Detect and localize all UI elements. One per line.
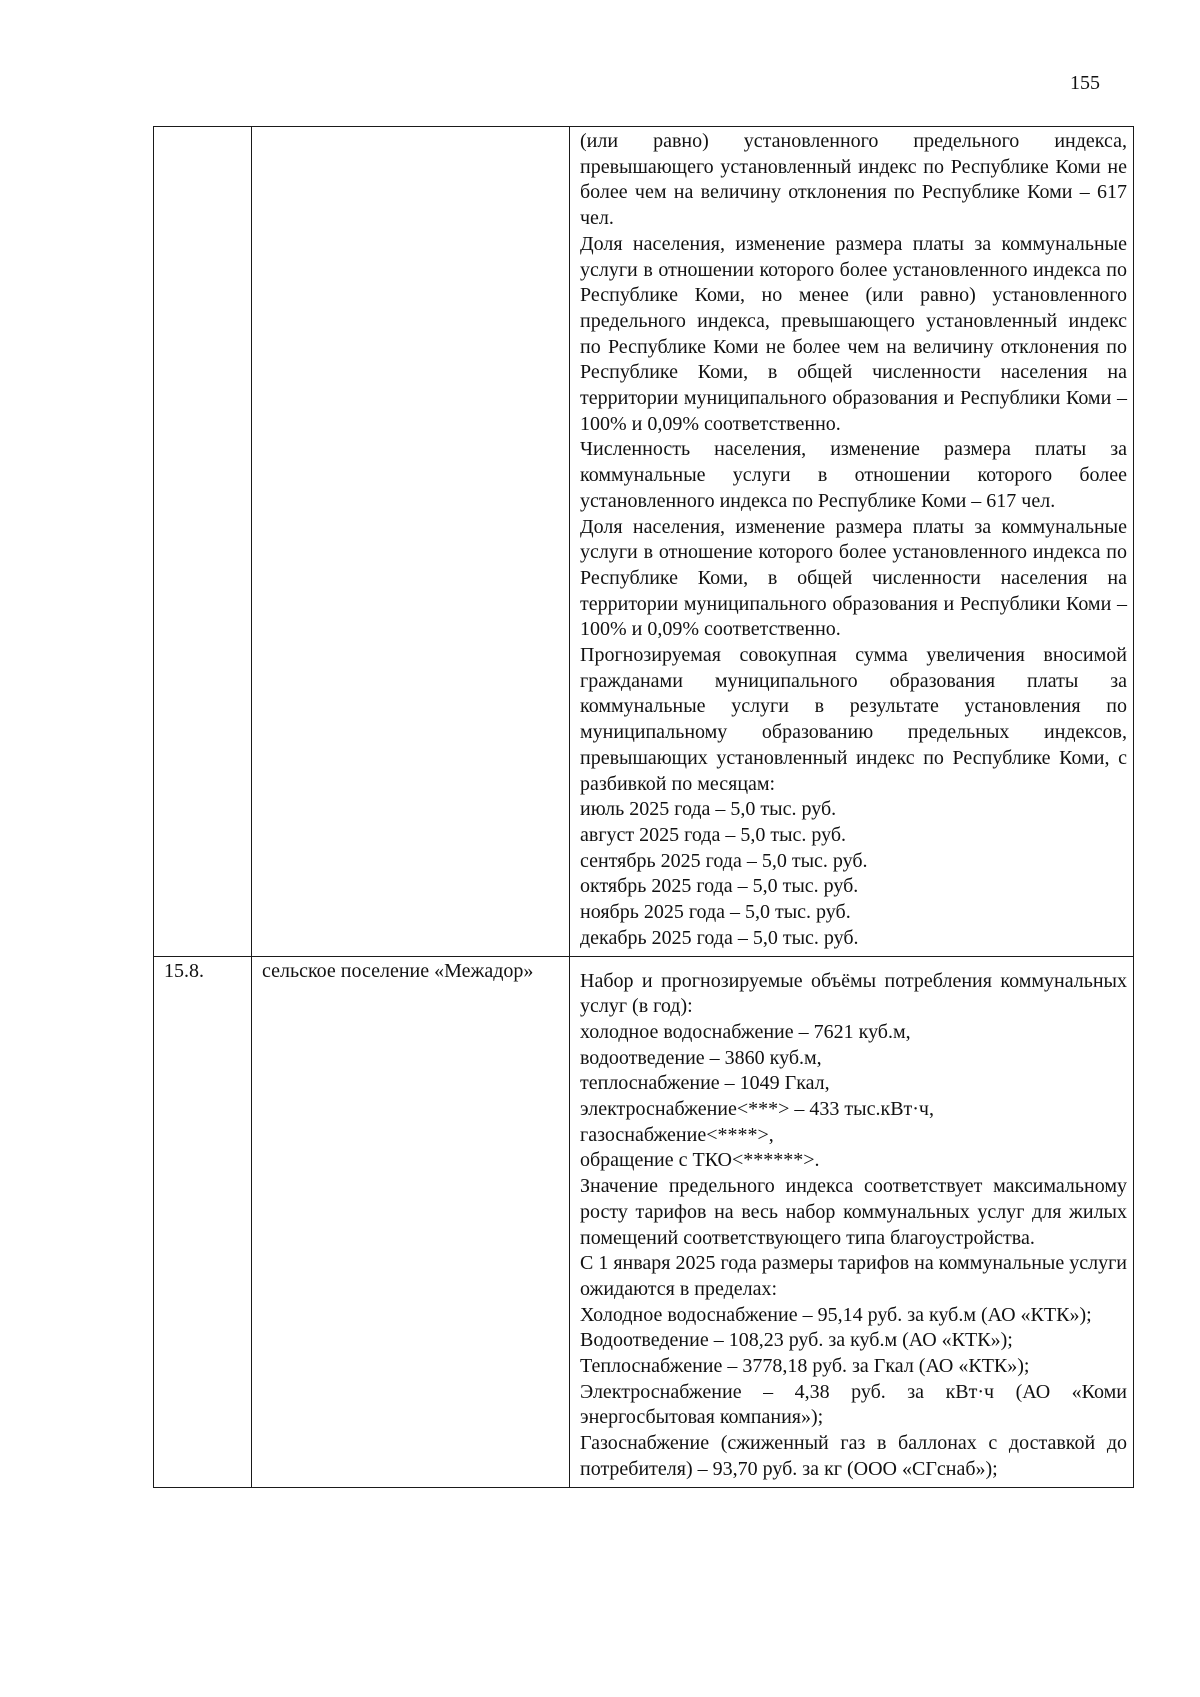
row-number-cell: 15.8. [154,956,252,1487]
text-paragraph: (или равно) установленного предельного индекса, превышающего установленный индекс по Республике Коми не более чем на величину отклонения по Республике Коми – 617 чел. [580,130,1127,230]
text-paragraph: теплоснабжение – 1049 Гкал, [580,1072,830,1095]
text-paragraph: Значение предельного индекса соответствует максимальному росту тарифов на весь набор коммунальных услуг для жилых помещений соответствующего типа благоустройства. [580,1175,1127,1249]
row-number-cell [154,127,252,957]
row-text-cell [570,956,1134,1487]
table-row [154,127,1134,957]
page-number: 155 [1070,72,1100,94]
text-paragraph: июль 2025 года – 5,0 тыс. руб. [580,798,837,821]
table-row [154,956,1134,1487]
row-name-cell [252,127,570,957]
text-paragraph: Холодное водоснабжение – 95,14 руб. за куб.м (АО «КТК»); [580,1303,1092,1326]
text-paragraph: Прогнозируемая совокупная сумма увеличения вносимой гражданами муниципального образования платы за коммунальные услуги в результате установления по муниципальному образованию предельных индексов, превышающих установленный индекс по Республике Коми, с разбивкой по месяцам: [580,644,1127,795]
row-text-cell [570,127,1134,957]
text-paragraph: Численность населения, изменение размера платы за коммунальные услуги в отношении которого более установленного индекса по Республике Коми – 617 чел. [580,438,1127,512]
text-paragraph: Газоснабжение (сжиженный газ в баллонах с доставкой до потребителя) – 93,70 руб. за кг (ООО «СГснаб»); [580,1432,1127,1480]
text-paragraph: Электроснабжение – 4,38 руб. за кВт·ч (АО «Коми энергосбытовая компания»); [580,1380,1127,1429]
text-paragraph: водоотведение – 3860 куб.м, [580,1046,822,1069]
text-paragraph: Теплоснабжение – 3778,18 руб. за Гкал (АО «КТК»); [580,1355,1030,1378]
text-paragraph: холодное водоснабжение – 7621 куб.м, [580,1020,911,1043]
text-paragraph: Доля населения, изменение размера платы за коммунальные услуги в отношение которого более установленного индекса по Республике Коми, в общей численности населения на территории муниципального образования и Республики Коми – 100% и 0,09% соответственно. [580,515,1127,641]
text-paragraph: электроснабжение<***> – 433 тыс.кВт·ч, [580,1098,934,1121]
text-paragraph: август 2025 года – 5,0 тыс. руб. [580,823,847,846]
text-paragraph: Доля населения, изменение размера платы за коммунальные услуги в отношении которого более установленного индекса по Республике Коми, но менее (или равно) установленного предельного индекса, превышающего установленный индекс по Республике Коми не более чем на величину отклонения по Республике Коми, в общей численности населения на территории муниципального образования и Республики Коми – 100% и 0,09% соответственно. [580,232,1127,435]
text-paragraph: декабрь 2025 года – 5,0 тыс. руб. [580,926,859,949]
text-paragraph: Водоотведение – 108,23 руб. за куб.м (АО «КТК»); [580,1329,1013,1352]
text-paragraph: обращение с ТКО<******>. [580,1149,820,1172]
text-paragraph: С 1 января 2025 года размеры тарифов на коммунальные услуги ожидаются в пределах: [580,1252,1127,1300]
text-paragraph: газоснабжение<****>, [580,1123,774,1146]
document-table [153,126,1134,1488]
text-paragraph: Набор и прогнозируемые объёмы потребления коммунальных услуг (в год): [580,969,1127,1018]
text-paragraph: ноябрь 2025 года – 5,0 тыс. руб. [580,901,851,924]
text-paragraph: сентябрь 2025 года – 5,0 тыс. руб. [580,849,868,872]
row-name-cell: сельское поселение «Межадор» [252,956,570,1487]
text-paragraph: октябрь 2025 года – 5,0 тыс. руб. [580,875,859,898]
